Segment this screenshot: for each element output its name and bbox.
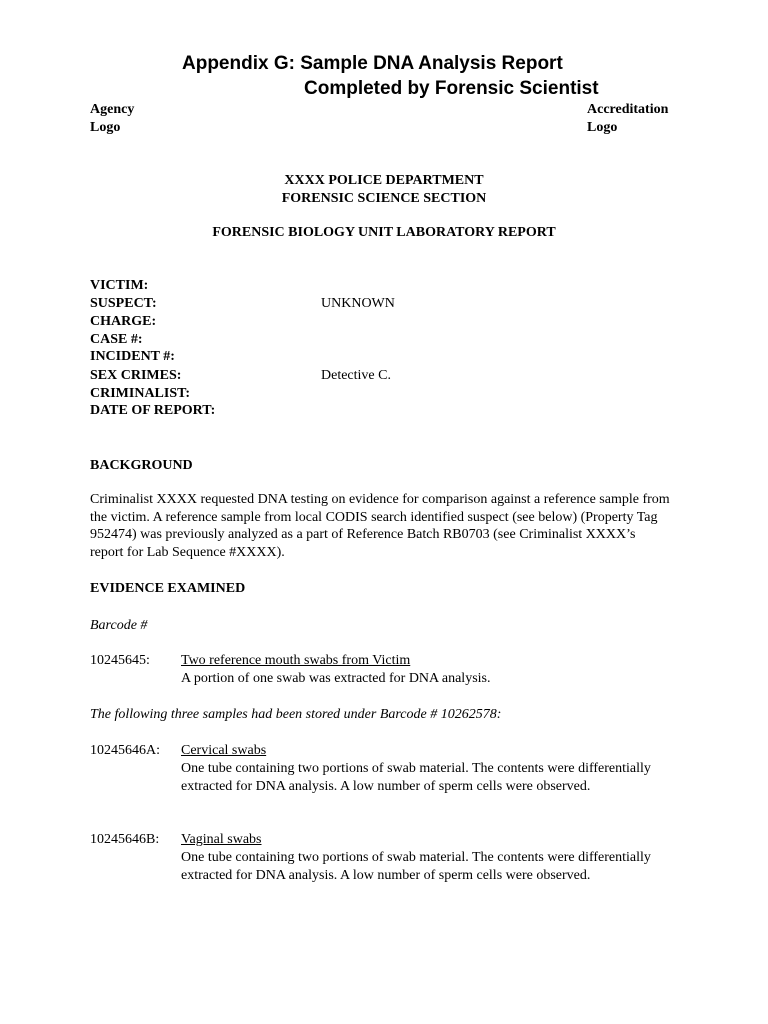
evidence-description: One tube containing two portions of swab material. The contents were differentially extracted for DNA analysis. A low number of sperm cells were observed. xyxy=(181,850,651,883)
evidence-barcode: 10245646A: xyxy=(90,743,160,758)
report-title-line2: Completed by Forensic Scientist xyxy=(304,78,599,99)
field-label-case: CASE #: xyxy=(90,332,143,347)
field-label-victim: VICTIM: xyxy=(90,278,149,293)
accreditation-logo-label: Accreditation xyxy=(587,102,669,117)
report-title-line1: Appendix G: Sample DNA Analysis Report xyxy=(182,53,563,74)
department-name: XXXX POLICE DEPARTMENT xyxy=(284,173,484,188)
evidence-barcode: 10245646B: xyxy=(90,832,160,847)
accreditation-logo-label-line2: Logo xyxy=(587,120,618,135)
field-value-sex-crimes: Detective C. xyxy=(321,368,391,383)
evidence-barcode: 10245645: xyxy=(90,653,150,668)
field-label-sex-crimes: SEX CRIMES: xyxy=(90,368,182,383)
field-label-charge: CHARGE: xyxy=(90,314,157,329)
evidence-description: A portion of one swab was extracted for DNA analysis. xyxy=(181,671,491,686)
barcode-label: Barcode # xyxy=(90,618,148,633)
evidence-title: Cervical swabs xyxy=(181,743,267,758)
agency-logo-label-line2: Logo xyxy=(90,120,121,135)
agency-logo-label: Agency xyxy=(90,102,135,117)
field-label-date-of-report: DATE OF REPORT: xyxy=(90,403,216,418)
background-heading: BACKGROUND xyxy=(90,458,193,473)
section-name: FORENSIC SCIENCE SECTION xyxy=(281,191,487,206)
field-label-suspect: SUSPECT: xyxy=(90,296,157,311)
stored-barcode-note: The following three samples had been stored under Barcode # 10262578: xyxy=(90,707,502,722)
background-paragraph: Criminalist XXXX requested DNA testing on evidence for comparison against a reference sample from the victim. A reference sample from local CODIS search identified suspect (see below) (Property Tag 952474) was previously analyzed as a part of Reference Batch RB0703 (see Criminalist XXXX’s report for Lab Sequence #XXXX). xyxy=(90,492,670,560)
evidence-title: Two reference mouth swabs from Victim xyxy=(181,653,411,668)
evidence-description: One tube containing two portions of swab material. The contents were differentially extracted for DNA analysis. A low number of sperm cells were observed. xyxy=(181,761,651,794)
evidence-title: Vaginal swabs xyxy=(181,832,262,847)
field-label-criminalist: CRIMINALIST: xyxy=(90,386,191,401)
lab-report-title: FORENSIC BIOLOGY UNIT LABORATORY REPORT xyxy=(212,225,556,240)
field-value-suspect: UNKNOWN xyxy=(321,296,395,311)
field-label-incident: INCIDENT #: xyxy=(90,349,175,364)
evidence-heading: EVIDENCE EXAMINED xyxy=(90,581,246,596)
